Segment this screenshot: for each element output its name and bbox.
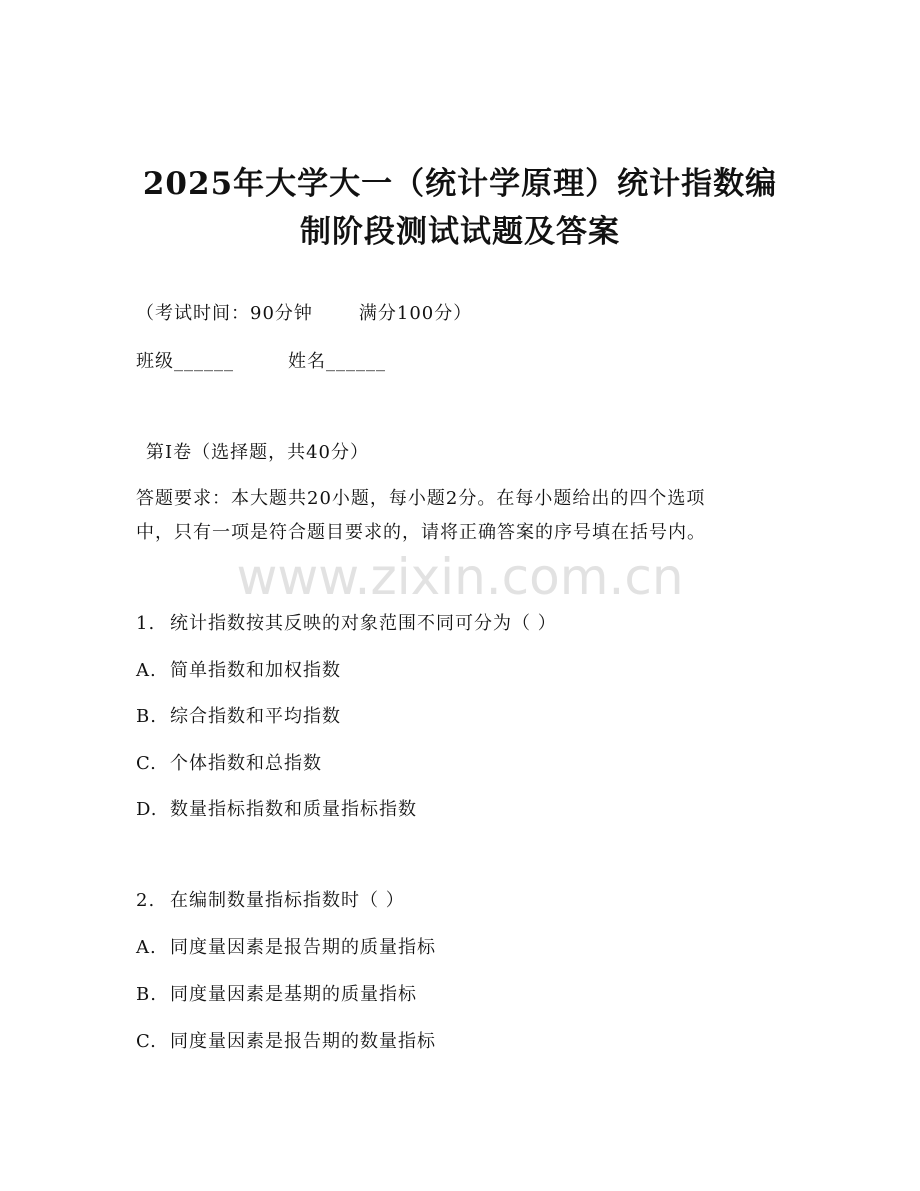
option-letter: C. (136, 753, 157, 774)
option-text: 同度量因素是报告期的质量指标 (170, 937, 436, 958)
question-1 (136, 612, 557, 636)
exam-info (136, 302, 472, 326)
question-2-option-a (136, 936, 436, 960)
question-stem: 在编制数量指标指数时（ ） (170, 890, 405, 911)
question-2 (136, 889, 405, 913)
option-text: 综合指数和平均指数 (170, 706, 341, 727)
question-number: 1. (136, 613, 156, 634)
option-text: 个体指数和总指数 (170, 753, 322, 774)
exam-time: （考试时间：90分钟 (136, 303, 313, 324)
question-2-option-b (136, 983, 417, 1007)
option-text: 同度量因素是基期的质量指标 (170, 984, 417, 1005)
section-title: 第I卷（选择题，共40分） (146, 442, 370, 463)
option-text: 同度量因素是报告期的数量指标 (170, 1031, 436, 1052)
option-letter: C. (136, 1031, 157, 1052)
option-letter: D. (136, 799, 158, 820)
instructions-line-2: 中，只有一项是符合题目要求的，请将正确答案的序号填在括号内。 (136, 522, 706, 543)
question-2-option-c (136, 1030, 436, 1054)
option-letter: B. (136, 706, 157, 727)
document-title-line-2: 制阶段测试试题及答案 (300, 214, 620, 250)
question-1-option-a (136, 659, 341, 683)
option-text: 简单指数和加权指数 (170, 660, 341, 681)
option-letter: A. (136, 660, 157, 681)
full-score: 满分100分） (358, 303, 473, 324)
instructions-line-1: 答题要求：本大题共20小题，每小题2分。在每小题给出的四个选项 (136, 488, 706, 509)
question-stem: 统计指数按其反映的对象范围不同可分为（ ） (170, 613, 557, 634)
class-field: 班级______ (136, 351, 234, 372)
watermark: www.zixin.com.cn (236, 548, 684, 606)
question-1-option-c (136, 752, 322, 776)
option-letter: B. (136, 984, 157, 1005)
document-title-line-1: 2025年大学大一（统计学原理）统计指数编 (142, 166, 778, 202)
name-field: 姓名______ (288, 351, 386, 372)
option-letter: A. (136, 937, 157, 958)
option-text: 数量指标指数和质量指标指数 (170, 799, 417, 820)
student-info (136, 350, 386, 374)
question-1-option-b (136, 705, 341, 729)
question-number: 2. (136, 890, 156, 911)
question-1-option-d (136, 798, 417, 822)
